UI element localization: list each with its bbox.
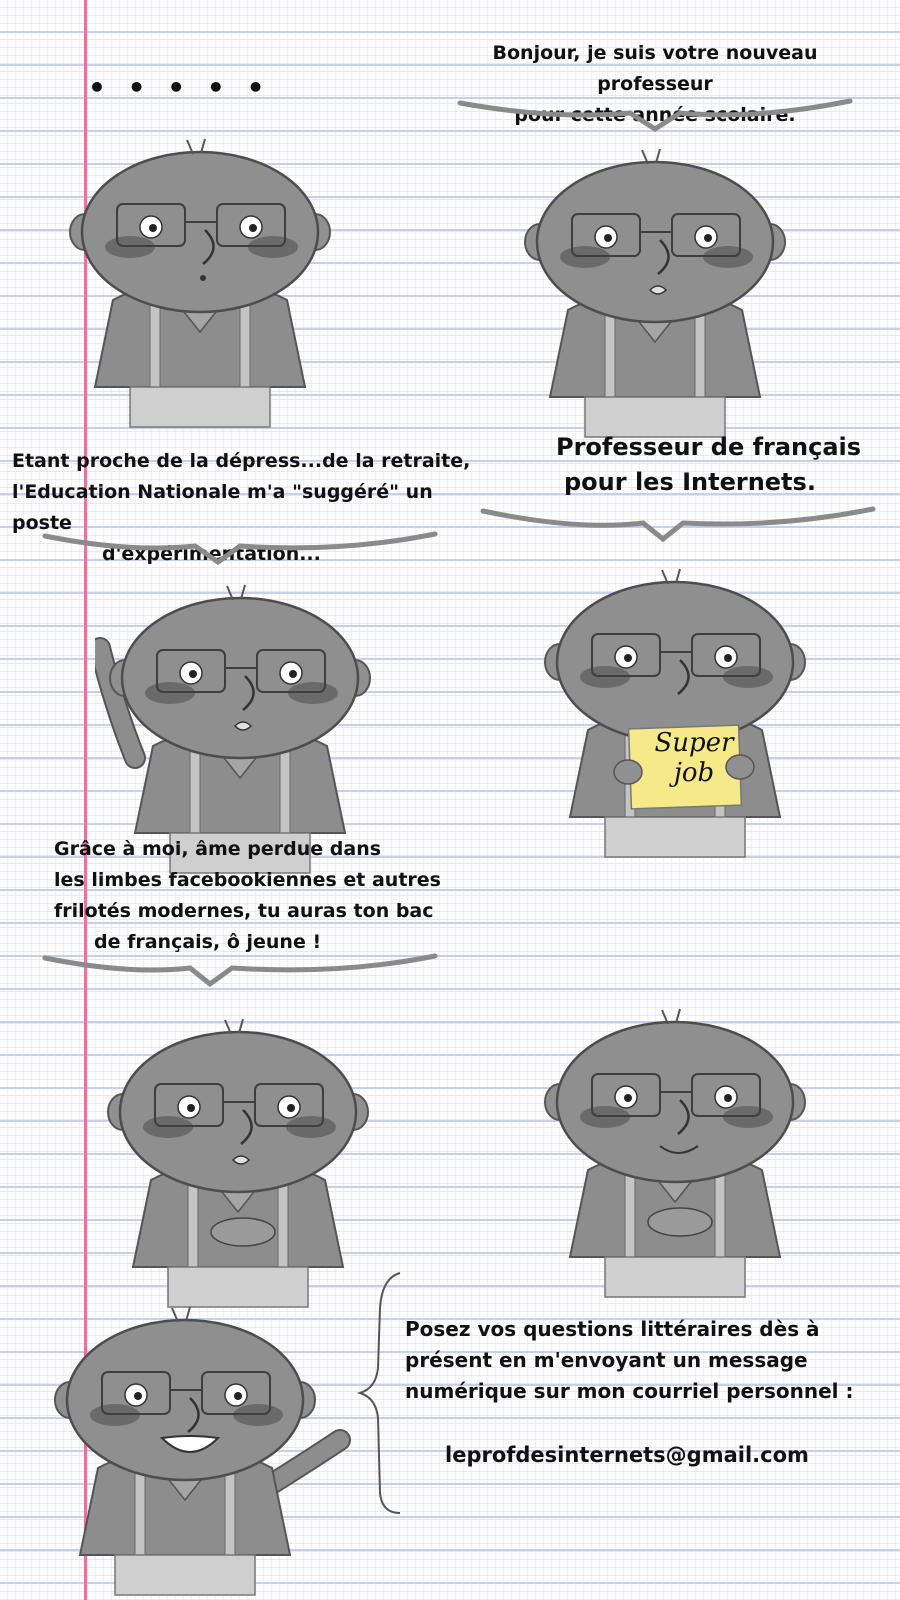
sign-text <box>644 728 744 788</box>
teacher-character-speaking <box>510 142 810 442</box>
speech-brace-icon <box>478 503 878 543</box>
sign-line: job <box>673 758 715 788</box>
speech-line: pour les Internets. <box>564 468 816 496</box>
speech-bubble-title <box>556 430 896 500</box>
contact-email: leprofdesinternets@gmail.com <box>445 1443 809 1467</box>
speech-bubble-promise <box>54 834 474 958</box>
speech-line: Etant proche de la dépress...de la retraite, <box>12 450 471 472</box>
speech-line: frilotés modernes, tu auras ton bac <box>54 900 434 922</box>
speech-brace-vertical-icon <box>352 1268 412 1518</box>
speech-line: de français, ô jeune ! <box>94 931 322 953</box>
teacher-character-holding-sign <box>530 562 830 862</box>
sign-line: Super <box>654 728 734 758</box>
speech-brace-icon <box>40 950 440 990</box>
teacher-character-smiling <box>530 1002 830 1302</box>
speech-line: Grâce à moi, âme perdue dans <box>54 838 382 860</box>
speech-line: Professeur de français <box>556 433 862 461</box>
speech-brace-icon <box>40 528 440 568</box>
speech-line: Posez vos questions littéraires dès à <box>405 1317 820 1341</box>
speech-line: Bonjour, je suis votre nouveau professeur <box>492 42 818 95</box>
speech-line: pour cette année scolaire. <box>514 104 796 126</box>
speech-bubble-contact <box>405 1314 865 1407</box>
thought-dots: • • • • • <box>88 71 271 104</box>
speech-brace-icon <box>455 95 855 135</box>
teacher-character-hands-clasped <box>93 1012 393 1312</box>
teacher-character-silent <box>55 132 355 432</box>
speech-line: présent en m'envoyant un message <box>405 1348 808 1372</box>
speech-line: l'Education Nationale m'a "suggéré" un poste <box>12 481 433 534</box>
speech-line: les limbes facebookiennes et autres <box>54 869 441 891</box>
speech-line: d'expérimentation... <box>102 543 321 565</box>
teacher-character-pointing-up <box>95 578 395 878</box>
speech-line: numérique sur mon courriel personnel : <box>405 1379 854 1403</box>
teacher-character-pointing-right <box>40 1300 360 1600</box>
